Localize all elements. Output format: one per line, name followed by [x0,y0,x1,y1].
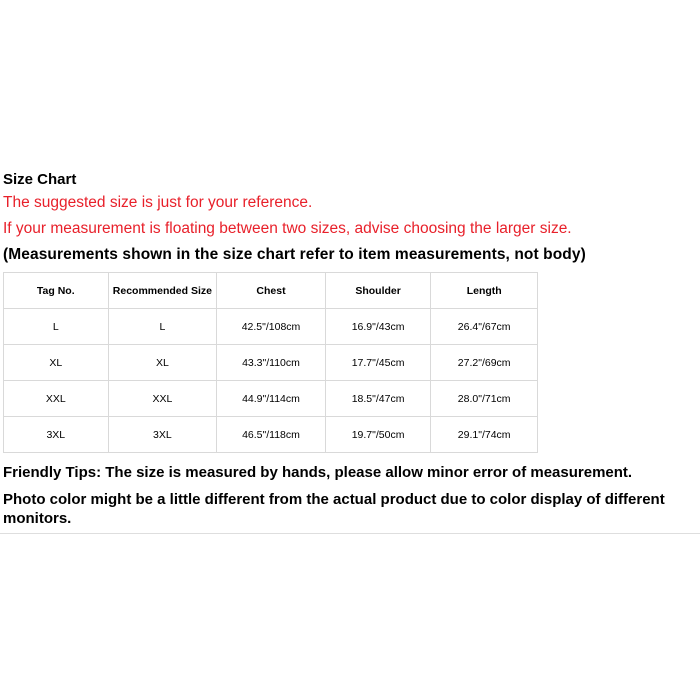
cell-shoulder: 17.7"/45cm [325,345,431,381]
cell-recommended-size: L [108,309,217,345]
cell-chest: 42.5"/108cm [217,309,326,345]
cell-tag-no: XL [4,345,109,381]
table-row [4,309,538,345]
floating-size-advice: If your measurement is floating between two sizes, advise choosing the larger size. [3,220,572,237]
table-header-row [4,273,538,309]
cell-shoulder: 16.9"/43cm [325,309,431,345]
reference-note: The suggested size is just for your reference. [3,194,313,211]
bottom-divider [0,533,700,534]
cell-length: 26.4"/67cm [431,309,538,345]
cell-recommended-size: XXL [108,381,217,417]
cell-shoulder: 19.7"/50cm [325,417,431,453]
cell-length: 29.1"/74cm [431,417,538,453]
header-recommended-size: Recommended Size [108,273,217,309]
cell-length: 28.0"/71cm [431,381,538,417]
friendly-tips: Friendly Tips: The size is measured by hands, please allow minor error of measurement. [3,464,633,481]
header-shoulder: Shoulder [325,273,431,309]
size-table [3,272,538,453]
cell-shoulder: 18.5"/47cm [325,381,431,417]
cell-chest: 44.9"/114cm [217,381,326,417]
cell-chest: 43.3"/110cm [217,345,326,381]
header-length: Length [431,273,538,309]
header-chest: Chest [217,273,326,309]
cell-recommended-size: 3XL [108,417,217,453]
measurements-note: (Measurements shown in the size chart refer to item measurements, not body) [3,246,586,263]
size-chart-title: Size Chart [3,171,77,188]
photo-color-note: Photo color might be a little different from the actual product due to color display of different monitors. [3,491,665,527]
cell-tag-no: XXL [4,381,109,417]
cell-tag-no: L [4,309,109,345]
size-chart-content [3,170,698,528]
table-row [4,345,538,381]
cell-chest: 46.5"/118cm [217,417,326,453]
cell-tag-no: 3XL [4,417,109,453]
table-row [4,381,538,417]
cell-recommended-size: XL [108,345,217,381]
table-row [4,417,538,453]
header-tag-no: Tag No. [4,273,109,309]
cell-length: 27.2"/69cm [431,345,538,381]
